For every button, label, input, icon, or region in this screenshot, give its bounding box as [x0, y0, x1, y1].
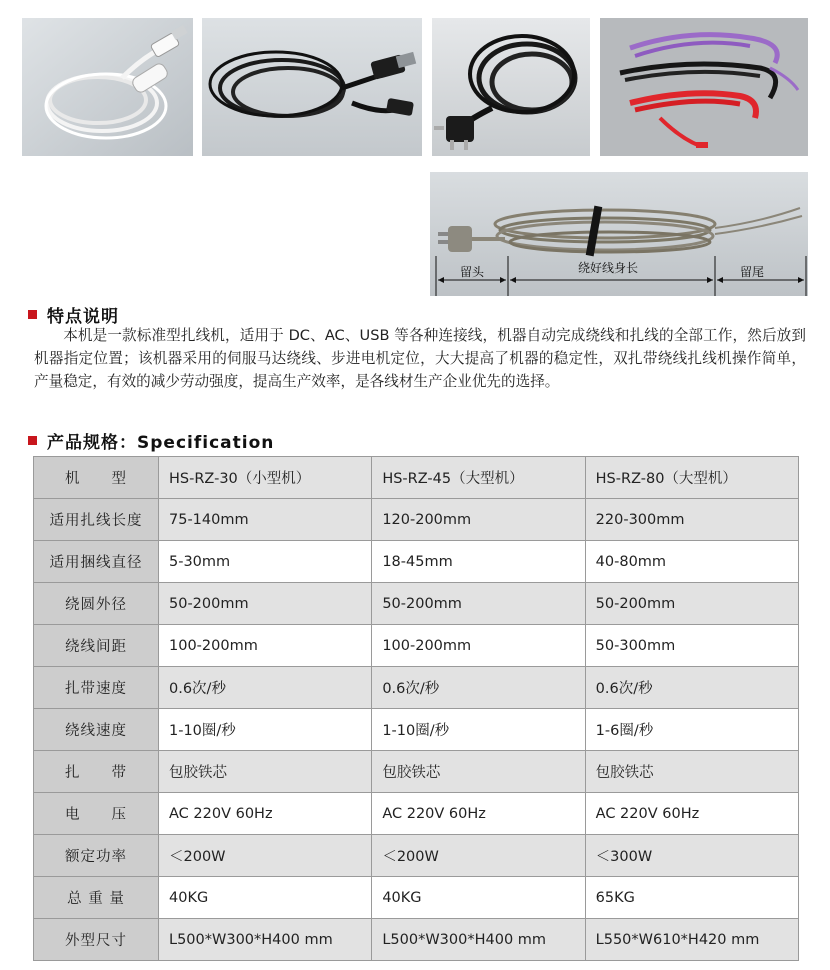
spec-cell: 1-10圈/秒: [159, 709, 372, 751]
spec-cell: AC 220V 60Hz: [372, 793, 585, 835]
spec-row: [34, 499, 799, 541]
spec-heading-text: 产品规格：Specification: [47, 433, 275, 453]
spec-row-label: 总 重 量: [34, 877, 159, 919]
red-square-icon: [28, 436, 37, 445]
spec-header-cell: HS-RZ-80（大型机）: [585, 457, 798, 499]
spec-row-label: 适用扎线长度: [34, 499, 159, 541]
spec-row: [34, 877, 799, 919]
spec-row: [34, 793, 799, 835]
spec-cell: 包胶铁芯: [159, 751, 372, 793]
black-usb-extension-cable-photo: [202, 18, 422, 156]
spec-cell: ＜200W: [159, 835, 372, 877]
spec-cell: 40KG: [372, 877, 585, 919]
spec-cell: 5-30mm: [159, 541, 372, 583]
spec-row: [34, 919, 799, 961]
spec-header-cell: 机 型: [34, 457, 159, 499]
spec-cell: 50-200mm: [372, 583, 585, 625]
spec-row-label: 适用捆线直径: [34, 541, 159, 583]
spec-row: [34, 751, 799, 793]
spec-table: [33, 456, 799, 961]
spec-cell: ＜300W: [585, 835, 798, 877]
red-square-icon: [28, 310, 37, 319]
spec-cell: 75-140mm: [159, 499, 372, 541]
spec-row: [34, 583, 799, 625]
spec-cell: 40KG: [159, 877, 372, 919]
spec-heading: [28, 428, 274, 453]
diagram-tail-label: 留尾: [740, 265, 765, 279]
spec-header-cell: HS-RZ-45（大型机）: [372, 457, 585, 499]
spec-row-label: 外型尺寸: [34, 919, 159, 961]
spec-cell: 220-300mm: [585, 499, 798, 541]
spec-cell: 50-200mm: [585, 583, 798, 625]
white-usb-cable-photo: [22, 18, 193, 156]
spec-cell: AC 220V 60Hz: [585, 793, 798, 835]
spec-row-label: 扎带速度: [34, 667, 159, 709]
spec-cell: 包胶铁芯: [585, 751, 798, 793]
spec-cell: 0.6次/秒: [159, 667, 372, 709]
colored-wires-photo: [600, 18, 808, 156]
spec-row: [34, 625, 799, 667]
spec-cell: 100-200mm: [372, 625, 585, 667]
spec-cell: 1-6圈/秒: [585, 709, 798, 751]
spec-cell: 18-45mm: [372, 541, 585, 583]
spec-cell: 40-80mm: [585, 541, 798, 583]
spec-cell: ＜200W: [372, 835, 585, 877]
spec-cell: L500*W300*H400 mm: [159, 919, 372, 961]
spec-cell: 0.6次/秒: [372, 667, 585, 709]
cable-winding-diagram: [430, 172, 808, 296]
spec-cell: 1-10圈/秒: [372, 709, 585, 751]
spec-row: [34, 835, 799, 877]
spec-row-label: 扎 带: [34, 751, 159, 793]
spec-cell: 100-200mm: [159, 625, 372, 667]
spec-cell: AC 220V 60Hz: [159, 793, 372, 835]
diagram-body-label: 绕好线身长: [578, 261, 639, 275]
spec-cell: 50-200mm: [159, 583, 372, 625]
spec-cell: L550*W610*H420 mm: [585, 919, 798, 961]
features-heading-text: 特点说明: [47, 307, 119, 327]
spec-header-cell: HS-RZ-30（小型机）: [159, 457, 372, 499]
spec-header-row: [34, 457, 799, 499]
diagram-head-label: 留头: [460, 265, 485, 279]
spec-row-label: 绕圆外径: [34, 583, 159, 625]
features-paragraph: 本机是一款标准型扎线机，适用于 DC、AC、USB 等各种连接线，机器自动完成绕线和扎线的全部工作，然后放到机器指定位置；该机器采用的伺服马达绕线、步进电机定位，大大提高了机器的稳定性，双扎带绕线扎线机操作简单，产量稳定，有效的减少劳动强度，提高生产效率，是各线材生产企业优先的选择。: [34, 327, 806, 390]
spec-cell: 65KG: [585, 877, 798, 919]
spec-row: [34, 541, 799, 583]
black-ac-power-cord-photo: [432, 18, 590, 156]
spec-row: [34, 709, 799, 751]
spec-cell: 50-300mm: [585, 625, 798, 667]
spec-row: [34, 667, 799, 709]
spec-cell: 0.6次/秒: [585, 667, 798, 709]
spec-row-label: 额定功率: [34, 835, 159, 877]
spec-row-label: 电 压: [34, 793, 159, 835]
spec-row-label: 绕线速度: [34, 709, 159, 751]
spec-cell: 包胶铁芯: [372, 751, 585, 793]
spec-cell: 120-200mm: [372, 499, 585, 541]
spec-cell: L500*W300*H400 mm: [372, 919, 585, 961]
spec-row-label: 绕线间距: [34, 625, 159, 667]
